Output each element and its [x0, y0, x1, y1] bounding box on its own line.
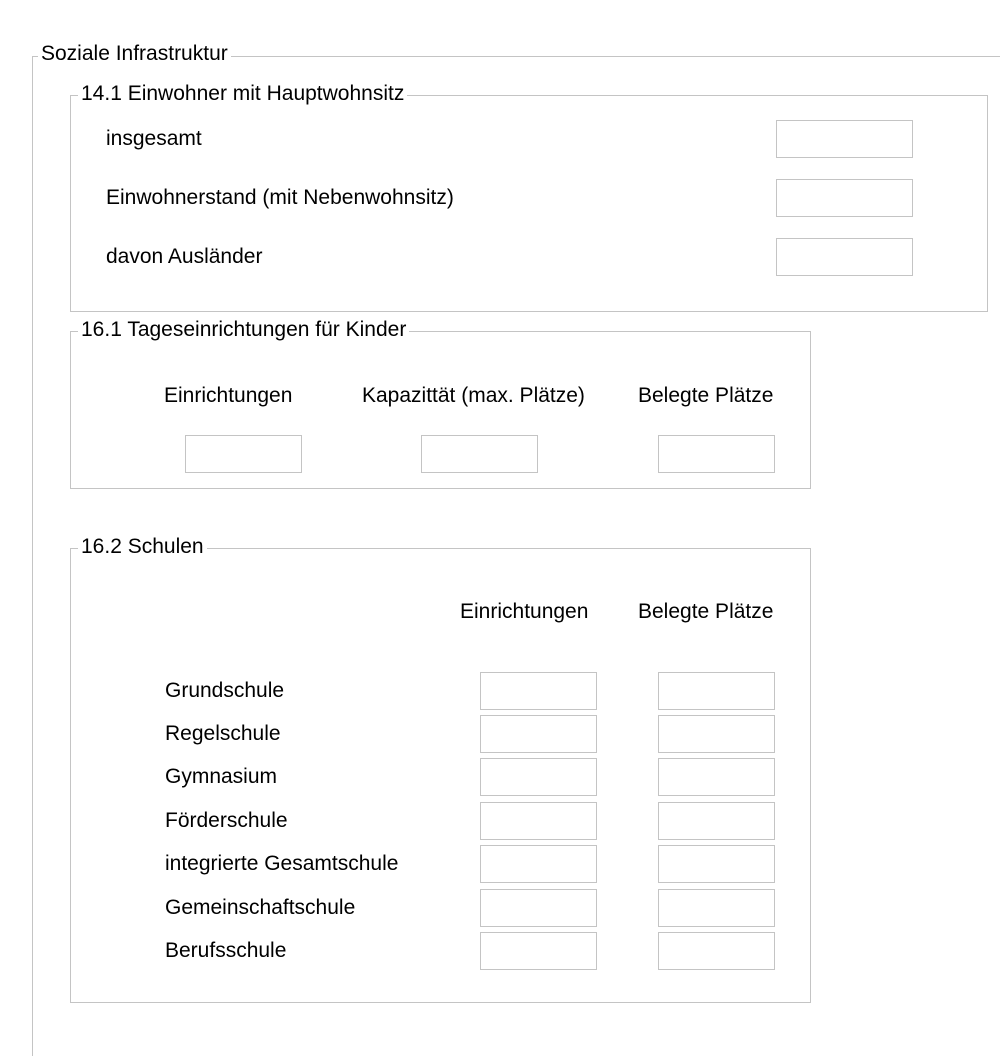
regelschule-label: Regelschule — [165, 722, 281, 745]
berufsschule-plaetze-input[interactable] — [658, 932, 775, 970]
einwohner-legend: 14.1 Einwohner mit Hauptwohnsitz — [78, 82, 407, 106]
grundschule-label: Grundschule — [165, 679, 285, 702]
kinder-col-belegte-plaetze: Belegte Plätze — [638, 384, 774, 407]
kinder-legend: 16.1 Tageseinrichtungen für Kinder — [78, 318, 409, 342]
insgesamt-label: insgesamt — [106, 127, 202, 150]
gymnasium-label: Gymnasium — [165, 765, 278, 788]
schulen-legend: 16.2 Schulen — [78, 535, 207, 559]
berufsschule-label: Berufsschule — [165, 939, 287, 962]
grundschule-plaetze-input[interactable] — [658, 672, 775, 710]
einwohnerstand-input[interactable] — [776, 179, 913, 217]
gesamtschule-einrichtungen-input[interactable] — [480, 845, 597, 883]
gemeinschaftschule-plaetze-input[interactable] — [658, 889, 775, 927]
foerderschule-plaetze-input[interactable] — [658, 802, 775, 840]
kinder-einrichtungen-input[interactable] — [185, 435, 302, 473]
auslaender-label: davon Ausländer — [106, 245, 263, 268]
insgesamt-input[interactable] — [776, 120, 913, 158]
gymnasium-plaetze-input[interactable] — [658, 758, 775, 796]
regelschule-plaetze-input[interactable] — [658, 715, 775, 753]
schulen-col-einrichtungen: Einrichtungen — [460, 600, 589, 623]
kinder-col-einrichtungen: Einrichtungen — [164, 384, 293, 407]
gesamtschule-label: integrierte Gesamtschule — [165, 852, 399, 875]
regelschule-einrichtungen-input[interactable] — [480, 715, 597, 753]
foerderschule-einrichtungen-input[interactable] — [480, 802, 597, 840]
grundschule-einrichtungen-input[interactable] — [480, 672, 597, 710]
gemeinschaftschule-einrichtungen-input[interactable] — [480, 889, 597, 927]
kinder-kapazitaet-input[interactable] — [421, 435, 538, 473]
gesamtschule-plaetze-input[interactable] — [658, 845, 775, 883]
einwohnerstand-label: Einwohnerstand (mit Nebenwohnsitz) — [106, 186, 454, 209]
gemeinschaftschule-label: Gemeinschaftschule — [165, 896, 356, 919]
gymnasium-einrichtungen-input[interactable] — [480, 758, 597, 796]
schulen-col-belegte-plaetze: Belegte Plätze — [638, 600, 774, 623]
kinder-belegte-plaetze-input[interactable] — [658, 435, 775, 473]
foerderschule-label: Förderschule — [165, 809, 288, 832]
soziale-infrastruktur-legend: Soziale Infrastruktur — [38, 42, 231, 66]
auslaender-input[interactable] — [776, 238, 913, 276]
berufsschule-einrichtungen-input[interactable] — [480, 932, 597, 970]
kinder-col-kapazitaet: Kapazittät (max. Plätze) — [362, 384, 585, 407]
